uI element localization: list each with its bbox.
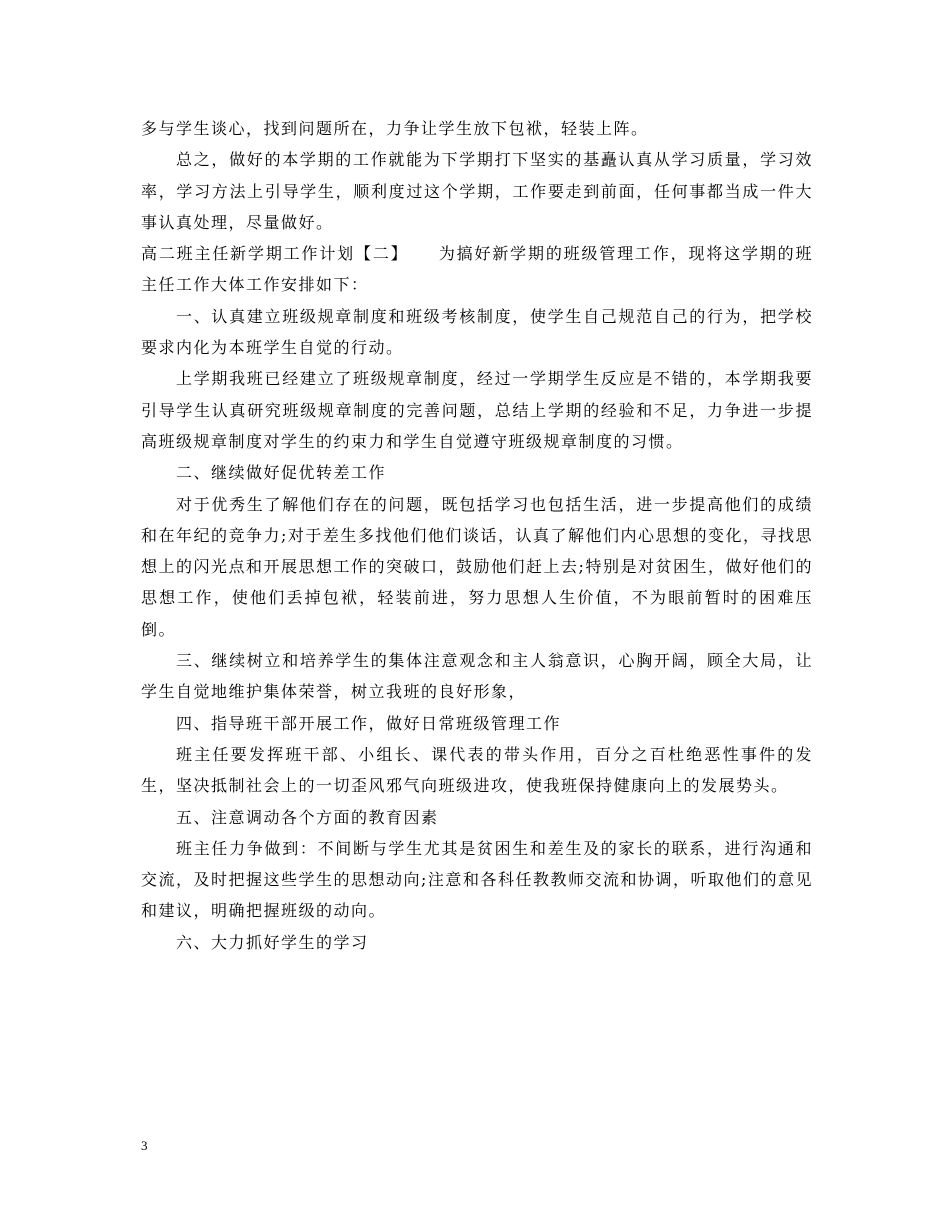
paragraph-11: 五、注意调动各个方面的教育因素 xyxy=(176,807,439,827)
paragraph-9: 四、指导班干部开展工作，做好日常班级管理工作 xyxy=(176,713,562,733)
paragraph-1: 多与学生谈心，找到问题所在，力争让学生放下包袱，轻装上阵。 xyxy=(141,119,649,138)
document-body xyxy=(141,113,813,958)
paragraph-8: 三、继续树立和培养学生的集体注意观念和主人翁意识，心胸开阔，顾全大局，让学生自觉地维护集体荣誉，树立我班的良好形象， xyxy=(141,651,813,702)
page-number: 3 xyxy=(141,1138,148,1153)
paragraph-4: 一、认真建立班级规章制度和班级考核制度，使学生自己规范自己的行为，把学校要求内化为本班学生自觉的行动。 xyxy=(141,306,813,358)
section-heading: 高二班主任新学期工作计划【二】 xyxy=(141,244,409,264)
paragraph-7: 对于优秀生了解他们存在的问题，既包括学习也包括生活，进一步提高他们的成绩和在年纪的竞争力;对于差生多找他们他们谈话，认真了解他们内心思想的变化，寻找思想上的闪光点和开展思想工作的突破口，鼓励他们赶上去;特别是对贫困生，做好他们的思想工作，使他们丢掉包袱，轻装前进，努力思想人生价值，不为眼前暂时的困难压倒。 xyxy=(141,494,813,639)
paragraph-2: 总之，做好的本学期的工作就能为下学期打下坚实的基矗认真从学习质量，学习效率，学习方法上引导学生，顺利度过这个学期，工作要走到前面，任何事都当成一件大事认真处理，尽量做好。 xyxy=(141,150,813,232)
paragraph-3: 高二班主任新学期工作计划【二】 为搞好新学期的班级管理工作，现将这学期的班主任工作大体工作安排如下： xyxy=(141,244,813,295)
paragraph-5: 上学期我班已经建立了班级规章制度，经过一学期学生反应是不错的，本学期我要引导学生认真研究班级规章制度的完善问题，总结上学期的经验和不足，力争进一步提高班级规章制度对学生的约束力和学生自觉遵守班级规章制度的习惯。 xyxy=(141,369,813,451)
paragraph-6: 二、继续做好促优转差工作 xyxy=(176,463,387,483)
paragraph-12: 班主任力争做到：不间断与学生尤其是贫困生和差生及的家长的联系，进行沟通和交流，及时把握这些学生的思想动向;注意和各科任教教师交流和协调，听取他们的意见和建议，明确把握班级的动向。 xyxy=(141,838,813,921)
paragraph-10: 班主任要发挥班干部、小组长、课代表的带头作用，百分之百杜绝恶性事件的发生，坚决抵制社会上的一切歪风邪气向班级进攻，使我班保持健康向上的发展势头。 xyxy=(141,744,813,796)
paragraph-13: 六、大力抓好学生的学习 xyxy=(176,932,369,952)
